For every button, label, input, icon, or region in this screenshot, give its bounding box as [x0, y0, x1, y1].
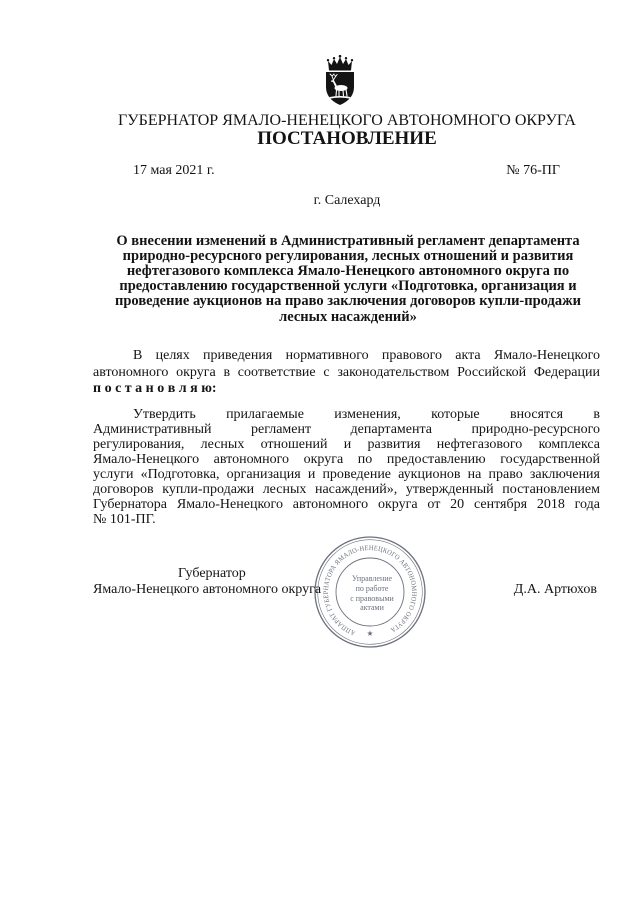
resolution-line: регулирования, лесных отношений и развития нефтегазового комплекса: [93, 436, 600, 452]
document-date: 17 мая 2021 г.: [133, 163, 215, 178]
preamble-line: В целях приведения нормативного правового акта Ямало-Ненецкого: [133, 348, 600, 363]
document-subject-line: нефтегазового комплекса Ямало-Ненецкого автономного округа по: [126, 262, 570, 279]
resolution-line: услуги «Подготовка, организация и проведение аукционов на право заключения: [93, 466, 600, 482]
preamble-line: автономного округа в соответствие с законодательством Российской Федерации: [93, 364, 600, 380]
stamp-center-line: актами: [360, 603, 384, 612]
resolution-line: договоров купли-продажи лесных насаждений», утвержденный постановлением: [93, 481, 600, 497]
resolution-line: № 101-ПГ.: [93, 511, 156, 527]
stamp-center-line: с правовыми: [350, 594, 394, 603]
preamble-paragraph: [93, 348, 600, 398]
signatory-name: Д.А. Артюхов: [513, 582, 597, 597]
document-subject: [98, 234, 598, 325]
signatory-region: Ямало-Ненецкого автономного округа: [93, 582, 322, 597]
stamp-center-line: Управление: [351, 574, 393, 583]
star-icon: [367, 631, 373, 636]
document-subject-line: О внесении изменений в Административный регламент департамента: [116, 232, 580, 249]
resolution-line: Ямало-Ненецкого автономного округа по предоставлению государственной: [93, 451, 600, 467]
resolution-line: Административный регламент департамента природно-ресурсного: [93, 421, 600, 437]
stamp-ring-text-path: АППАРАТ ГУБЕРНАТОРА ЯМАЛО-НЕНЕЦКОГО АВТОНОМНОГО ОКРУГА: [321, 543, 419, 638]
document-subject-line: проведение аукционов на право заключения договоров купли-продажи: [115, 293, 581, 310]
resolution-line: Губернатора Ямало-Ненецкого автономного округа от 20 сентября 2018 года: [93, 496, 600, 512]
signatory-position: Губернатор: [178, 566, 246, 581]
official-stamp: [310, 532, 430, 652]
stamp-center-line: по работе: [355, 584, 389, 593]
document-number: № 76-ПГ: [506, 163, 560, 178]
document-subject-line: предоставлению государственной услуги «Подготовка, организация и: [119, 278, 577, 295]
decree-word: п о с т а н о в л я ю:: [93, 381, 217, 396]
resolution-line: Утвердить прилагаемые изменения, которые вносятся в: [133, 406, 600, 422]
document-subject-line: лесных насаждений»: [279, 308, 417, 325]
resolution-paragraph: [93, 407, 600, 527]
coat-of-arms-graphic: [322, 54, 358, 106]
coat-of-arms-icon: [322, 54, 358, 106]
issuing-authority: ГУБЕРНАТОР ЯМАЛО-НЕНЕЦКОГО АВТОНОМНОГО ОКРУГА: [118, 112, 576, 129]
document-place: г. Салехард: [313, 193, 381, 208]
document-type-title: ПОСТАНОВЛЕНИЕ: [257, 128, 437, 149]
document-subject-line: природно-ресурсного регулирования, лесных отношений и развития: [122, 247, 574, 264]
